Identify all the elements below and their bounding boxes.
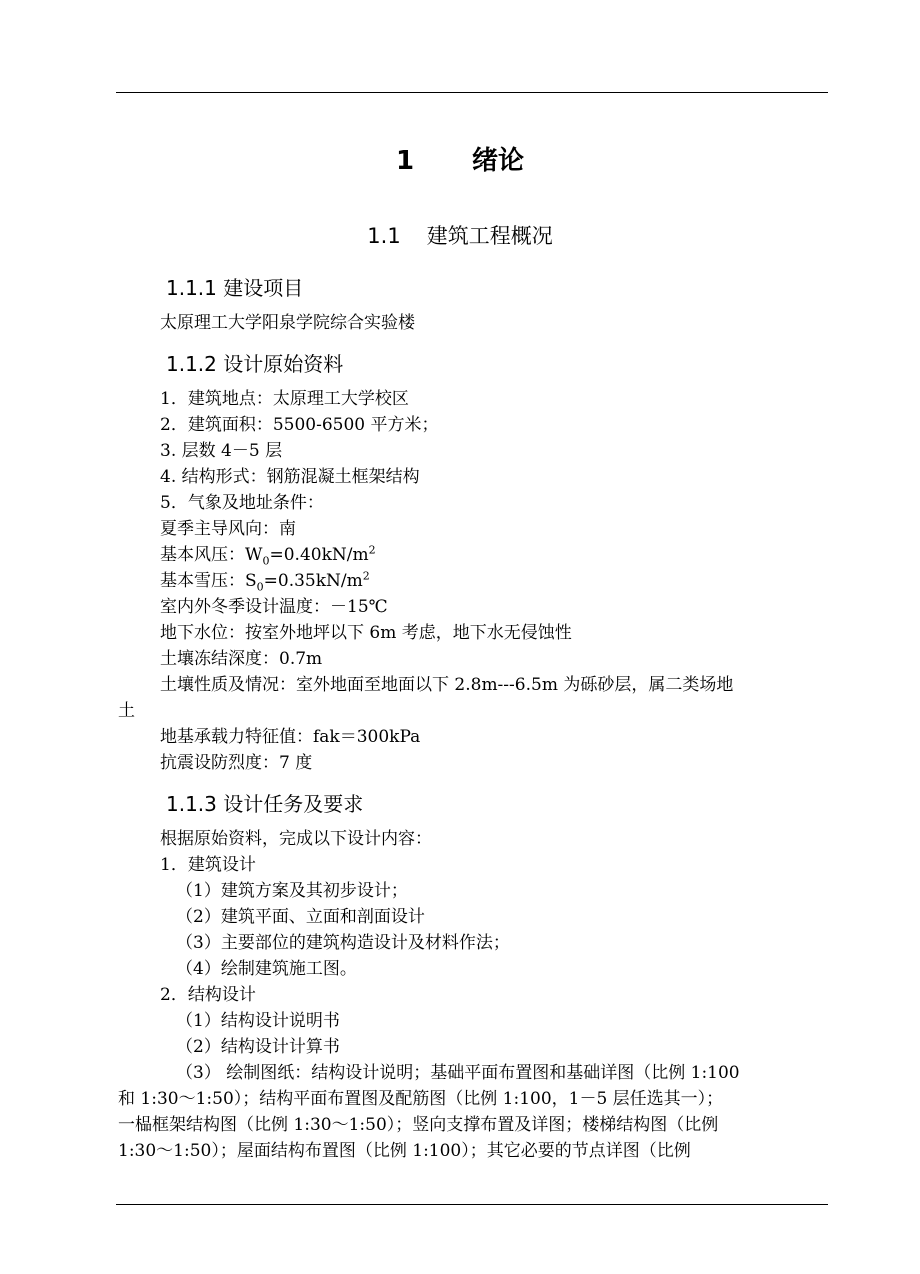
subsection-heading-2: 1.1.2 设计原始资料 <box>166 352 344 376</box>
list-item: （4）绘制建筑施工图。 <box>176 959 357 979</box>
section-heading <box>0 220 920 250</box>
section-number: 1.1 <box>367 224 401 248</box>
soil-properties: 土壤性质及情况：室外地面至地面以下 2.8m---6.5m 为砾砂层，属二类场地 <box>160 675 734 695</box>
snow-superscript: 2 <box>362 569 370 583</box>
raw-data-line: 3. 层数 4－5 层 <box>160 441 283 461</box>
soil-properties-wrap: 土 <box>118 701 135 721</box>
wind-subscript: 0 <box>262 554 270 568</box>
list-item: （2）结构设计计算书 <box>176 1037 340 1057</box>
list-item: （1）建筑方案及其初步设计； <box>176 881 408 901</box>
struct-design-heading: 2．结构设计 <box>160 985 256 1005</box>
section-title: 建筑工程概况 <box>426 224 553 248</box>
wind-pressure <box>160 543 376 568</box>
footer-rule <box>116 1204 828 1205</box>
raw-data-line: 1．建筑地点：太原理工大学校区 <box>160 389 409 409</box>
design-temperature: 室内外冬季设计温度：－15℃ <box>160 597 388 617</box>
bearing-capacity: 地基承载力特征值：fak＝300kPa <box>160 727 421 747</box>
chapter-heading <box>0 140 920 177</box>
project-name: 太原理工大学阳泉学院综合实验楼 <box>160 313 415 333</box>
wind-pressure-value: =0.40kN/m <box>269 545 369 565</box>
wind-superscript: 2 <box>368 543 376 557</box>
header-rule <box>116 92 828 93</box>
arch-design-heading: 1．建筑设计 <box>160 855 256 875</box>
list-item: （2）建筑平面、立面和剖面设计 <box>176 907 425 927</box>
subsection-heading-3: 1.1.3 设计任务及要求 <box>166 792 364 816</box>
raw-data-line: 4. 结构形式：钢筋混凝土框架结构 <box>160 467 420 487</box>
chapter-number: 1 <box>395 146 415 176</box>
drawings-line: 和 1:30～1:50）；结构平面布置图及配筋图（比例 1:100，1－5 层任选其一）； <box>118 1089 724 1109</box>
snow-pressure-value: =0.35kN/m <box>263 571 363 591</box>
wind-direction: 夏季主导风向：南 <box>160 519 296 539</box>
seismic-intensity: 抗震设防烈度：7 度 <box>160 753 313 773</box>
chapter-title: 绪论 <box>472 146 525 176</box>
list-item: （1）结构设计说明书 <box>176 1011 340 1031</box>
wind-pressure-label: 基本风压：W <box>160 545 263 565</box>
snow-pressure-label: 基本雪压：S <box>160 571 257 591</box>
tasks-intro: 根据原始资料，完成以下设计内容： <box>160 829 432 849</box>
snow-subscript: 0 <box>256 580 264 594</box>
drawings-line: 1:30～1:50）；屋面结构布置图（比例 1:100）；其它必要的节点详图（比例 <box>118 1141 691 1161</box>
frost-depth: 土壤冻结深度：0.7m <box>160 649 323 669</box>
drawings-line: （3） 绘制图纸：结构设计说明；基础平面布置图和基础详图（比例 1:100 <box>176 1063 740 1083</box>
list-item: （3）主要部位的建筑构造设计及材料作法； <box>176 933 510 953</box>
snow-pressure <box>160 569 370 594</box>
drawings-line: 一榀框架结构图（比例 1:30～1:50）；竖向支撑布置及详图；楼梯结构图（比例 <box>118 1115 719 1135</box>
raw-data-line: 2．建筑面积：5500-6500 平方米； <box>160 415 439 435</box>
raw-data-line: 5．气象及地址条件： <box>160 493 324 513</box>
subsection-heading-1: 1.1.1 建设项目 <box>166 276 304 300</box>
groundwater-level: 地下水位：按室外地坪以下 6m 考虑，地下水无侵蚀性 <box>160 623 572 643</box>
